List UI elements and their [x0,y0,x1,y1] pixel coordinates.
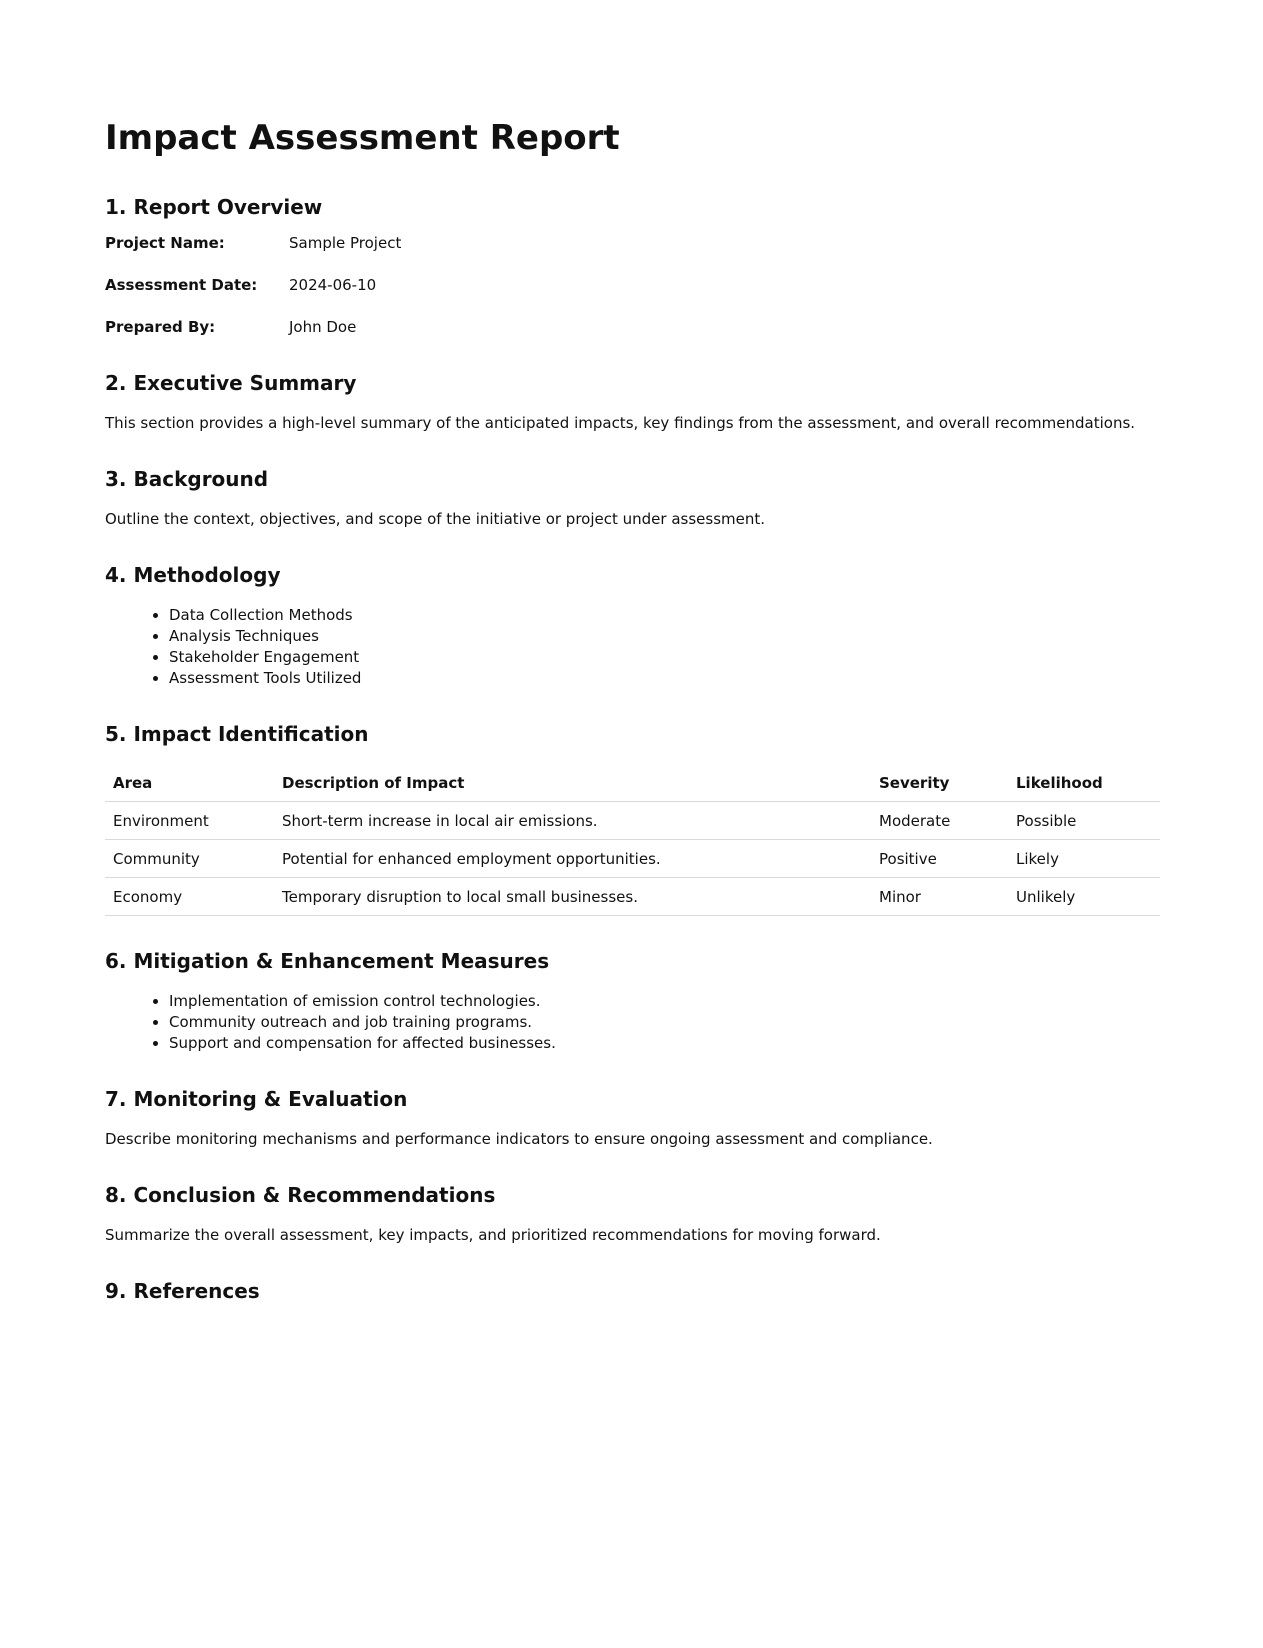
section-heading-conclusion: 8. Conclusion & Recommendations [105,1183,496,1207]
list-item: • Stakeholder Engagement [169,647,361,668]
cell-likelihood: Possible [1008,802,1160,840]
impact-table [105,764,1160,916]
column-header-severity: Severity [871,764,1008,802]
methodology-list [105,605,361,689]
field-label: Project Name: [105,234,225,252]
cell-likelihood: Likely [1008,840,1160,878]
cell-area: Economy [105,878,274,916]
conclusion-text: Summarize the overall assessment, key impacts, and prioritized recommendations for moving forward. [105,1226,881,1244]
list-item: • Analysis Techniques [169,626,361,647]
cell-area: Environment [105,802,274,840]
cell-severity: Minor [871,878,1008,916]
section-heading-overview: 1. Report Overview [105,195,323,219]
column-header-area: Area [105,764,274,802]
cell-description: Short-term increase in local air emissions. [274,802,871,840]
list-item: • Implementation of emission control technologies. [169,991,556,1012]
cell-area: Community [105,840,274,878]
cell-severity: Positive [871,840,1008,878]
table-row [105,840,1160,878]
list-item: • Data Collection Methods [169,605,361,626]
page-title: Impact Assessment Report [105,118,620,158]
table-row [105,802,1160,840]
field-label: Prepared By: [105,318,216,336]
mitigation-list [105,991,556,1054]
section-heading-impact-identification: 5. Impact Identification [105,722,369,746]
table-row [105,878,1160,916]
table-header-row [105,764,1160,802]
column-header-likelihood: Likelihood [1008,764,1160,802]
section-heading-monitoring: 7. Monitoring & Evaluation [105,1087,408,1111]
column-header-description: Description of Impact [274,764,871,802]
section-heading-mitigation: 6. Mitigation & Enhancement Measures [105,949,550,973]
cell-description: Temporary disruption to local small businesses. [274,878,871,916]
field-value: Sample Project [289,234,402,252]
field-value: 2024-06-10 [289,276,377,294]
list-item: • Assessment Tools Utilized [169,668,361,689]
field-value: John Doe [289,318,357,336]
field-label: Assessment Date: [105,276,258,294]
list-item: • Support and compensation for affected businesses. [169,1033,556,1054]
cell-description: Potential for enhanced employment opportunities. [274,840,871,878]
executive-summary-text: This section provides a high-level summary of the anticipated impacts, key findings from the assessment, and overall recommendations. [105,414,1136,432]
section-heading-executive-summary: 2. Executive Summary [105,371,357,395]
section-heading-references: 9. References [105,1279,260,1303]
cell-severity: Moderate [871,802,1008,840]
section-heading-methodology: 4. Methodology [105,563,281,587]
list-item: • Community outreach and job training programs. [169,1012,556,1033]
monitoring-text: Describe monitoring mechanisms and performance indicators to ensure ongoing assessment and compliance. [105,1130,933,1148]
background-text: Outline the context, objectives, and scope of the initiative or project under assessment. [105,510,766,528]
cell-likelihood: Unlikely [1008,878,1160,916]
section-heading-background: 3. Background [105,467,269,491]
